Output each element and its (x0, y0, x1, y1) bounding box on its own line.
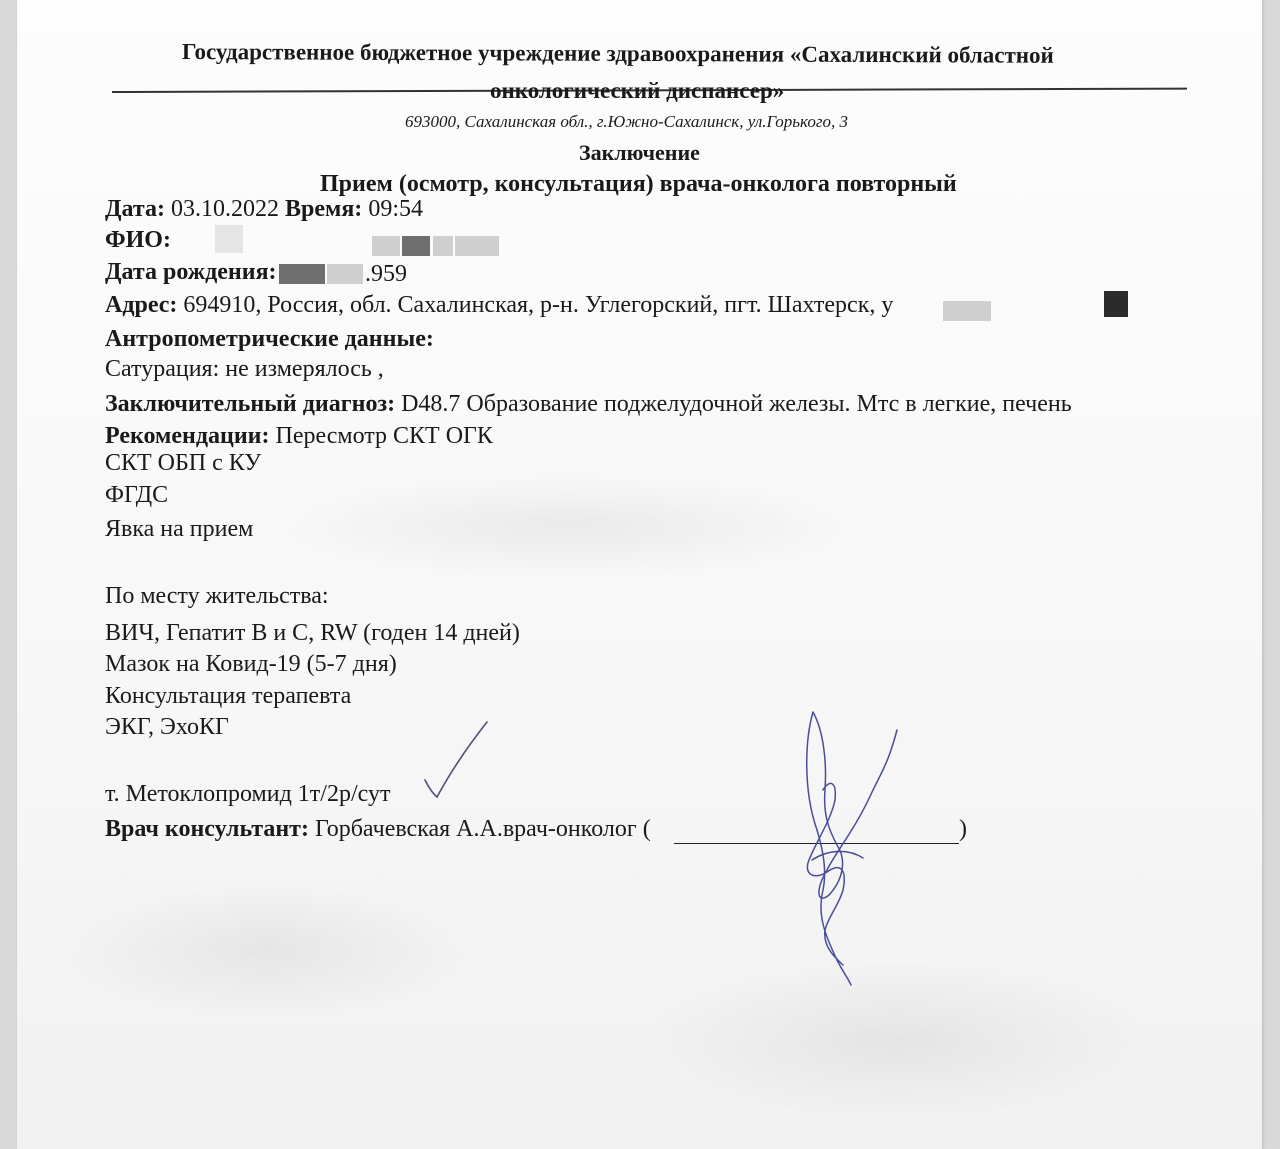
org-name-line1: Государственное бюджетное учреждение здравоохранения «Сахалинский областной (181, 39, 1054, 68)
paper-crease (267, 470, 867, 580)
redaction-block (215, 225, 243, 253)
birth-date-value: .959 (365, 261, 407, 287)
signature-close-paren: ) (959, 816, 967, 842)
redaction-block (279, 264, 325, 284)
saturation-text: Сатурация: не измерялось , (105, 356, 384, 382)
paper-crease (637, 960, 1157, 1120)
recommendation-item: ФГДС (105, 482, 169, 508)
address-label: Адрес: (105, 292, 178, 318)
residence-item: Мазок на Ковид-19 (5-7 дня) (105, 651, 397, 677)
residence-item: ВИЧ, Гепатит В и С, RW (годен 14 дней) (105, 620, 520, 646)
recommendation-item: Явка на прием (105, 516, 254, 542)
doctor-row (105, 817, 651, 841)
paper-crease (57, 880, 477, 1020)
residence-item: ЭКГ, ЭхоКГ (105, 714, 229, 740)
date-label: Дата: (105, 196, 165, 222)
redaction-block (372, 236, 400, 256)
visit-datetime (105, 197, 423, 221)
signature-icon (807, 712, 897, 985)
time-label: Время: (284, 196, 363, 222)
diagnosis-row (105, 392, 1072, 416)
document-sheet (17, 0, 1262, 1149)
patient-name-label: ФИО: (105, 227, 171, 253)
org-address: 693000, Сахалинская обл., г.Южно-Сахалинск, ул.Горького, 3 (405, 112, 848, 131)
redaction-block (943, 301, 991, 321)
date-value: 03.10.2022 (170, 196, 279, 222)
patient-address-row (105, 293, 893, 317)
redaction-block (327, 264, 363, 284)
medication-text: т. Метоклопромид 1т/2р/сут (105, 781, 391, 807)
diagnosis-label: Заключительный диагноз: (105, 391, 396, 417)
document-title: Заключение (579, 140, 700, 165)
redaction-block (455, 236, 499, 256)
recommendations-row (105, 424, 493, 448)
recommendation-item: Пересмотр СКТ ОГК (275, 423, 493, 449)
redaction-block (1104, 291, 1128, 317)
recommendation-item: СКТ ОБП с КУ (105, 450, 262, 476)
recommendations-label: Рекомендации: (105, 423, 270, 449)
signature-open-paren: ( (642, 816, 651, 842)
birth-date-label: Дата рождения: (105, 259, 277, 285)
address-value: 694910, Россия, обл. Сахалинская, р-н. Углегорский, пгт. Шахтерск, у (183, 292, 894, 318)
anthropometry-label: Антропометрические данные: (105, 326, 434, 352)
signature-line (674, 843, 959, 844)
org-name-line2: онкологический диспансер» (490, 78, 785, 103)
redaction-block (433, 236, 453, 256)
diagnosis-value: D48.7 Образование поджелудочной железы. Мтс в легкие, печень (401, 391, 1072, 417)
doctor-label: Врач консультант: (105, 816, 309, 842)
document-subtitle: Прием (осмотр, консультация) врача-онколога повторный (320, 171, 957, 197)
residence-item: Консультация терапевта (105, 683, 352, 709)
checkmark-icon (425, 722, 487, 797)
redaction-block (402, 236, 430, 256)
birth-date-row (105, 260, 277, 284)
time-value: 09:54 (368, 196, 423, 222)
residence-label: По месту жительства: (105, 583, 329, 609)
doctor-name: Горбачевская А.А.врач-онколог (314, 816, 637, 842)
